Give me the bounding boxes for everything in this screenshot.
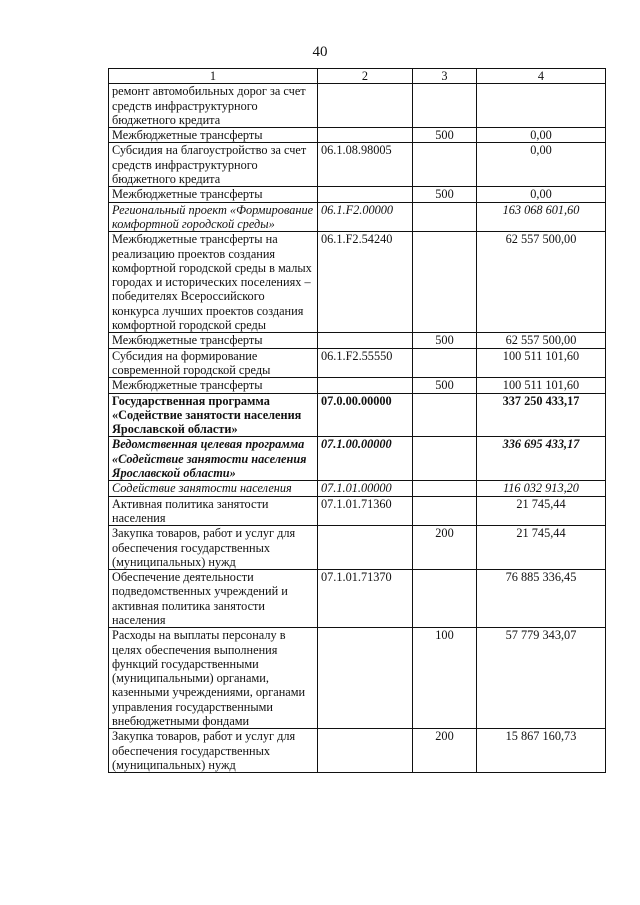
table-row — [109, 143, 606, 187]
row-name-cell: Межбюджетные трансферты — [109, 333, 318, 348]
row-type-cell — [413, 481, 477, 496]
row-type-cell — [413, 393, 477, 437]
row-name-cell: Государственная программа «Содействие занятости населения Ярославской области» — [109, 393, 318, 437]
row-code-cell: 07.1.01.00000 — [318, 481, 413, 496]
row-type-cell — [413, 496, 477, 526]
table-row — [109, 187, 606, 202]
budget-table — [108, 68, 606, 773]
row-type-cell — [413, 143, 477, 187]
row-code-cell — [318, 526, 413, 570]
column-header-amount: 4 — [477, 69, 606, 84]
table-row — [109, 128, 606, 143]
row-code-cell: 07.1.01.71370 — [318, 570, 413, 628]
column-header-name: 1 — [109, 69, 318, 84]
row-type-cell — [413, 232, 477, 333]
row-amount-cell: 336 695 433,17 — [477, 437, 606, 481]
row-amount-cell — [477, 84, 606, 128]
table-row — [109, 437, 606, 481]
row-name-cell: Расходы на выплаты персоналу в целях обеспечения выполнения функций государственными (муниципальными) органами, казенными учреждениями, органами управления государственными внебюджетными фондами — [109, 628, 318, 729]
row-type-cell — [413, 437, 477, 481]
row-name-cell: Межбюджетные трансферты — [109, 128, 318, 143]
row-type-cell: 100 — [413, 628, 477, 729]
table-row — [109, 496, 606, 526]
row-name-cell: Закупка товаров, работ и услуг для обеспечения государственных (муниципальных) нужд — [109, 526, 318, 570]
row-name-cell: Обеспечение деятельности подведомственных учреждений и активная политика занятости населения — [109, 570, 318, 628]
row-amount-cell: 62 557 500,00 — [477, 333, 606, 348]
row-code-cell — [318, 187, 413, 202]
row-code-cell — [318, 128, 413, 143]
row-name-cell: Закупка товаров, работ и услуг для обеспечения государственных (муниципальных) нужд — [109, 729, 318, 773]
row-type-cell — [413, 84, 477, 128]
table-row — [109, 84, 606, 128]
row-type-cell: 200 — [413, 729, 477, 773]
table-row — [109, 333, 606, 348]
row-type-cell: 500 — [413, 128, 477, 143]
row-name-cell: Субсидия на формирование современной городской среды — [109, 348, 318, 378]
row-name-cell: Межбюджетные трансферты — [109, 378, 318, 393]
table-row — [109, 570, 606, 628]
table-row — [109, 526, 606, 570]
page-number: 40 — [312, 44, 328, 60]
row-amount-cell: 76 885 336,45 — [477, 570, 606, 628]
row-code-cell — [318, 84, 413, 128]
column-header-code: 2 — [318, 69, 413, 84]
row-type-cell: 200 — [413, 526, 477, 570]
table-row — [109, 378, 606, 393]
row-type-cell: 500 — [413, 187, 477, 202]
column-header-type: 3 — [413, 69, 477, 84]
row-amount-cell: 0,00 — [477, 143, 606, 187]
row-type-cell — [413, 348, 477, 378]
row-code-cell: 06.1.F2.54240 — [318, 232, 413, 333]
row-amount-cell: 337 250 433,17 — [477, 393, 606, 437]
row-name-cell: Межбюджетные трансферты — [109, 187, 318, 202]
row-amount-cell: 100 511 101,60 — [477, 348, 606, 378]
row-amount-cell: 116 032 913,20 — [477, 481, 606, 496]
row-code-cell: 07.1.01.71360 — [318, 496, 413, 526]
row-amount-cell: 0,00 — [477, 187, 606, 202]
row-type-cell — [413, 202, 477, 232]
row-amount-cell: 62 557 500,00 — [477, 232, 606, 333]
row-amount-cell: 21 745,44 — [477, 496, 606, 526]
row-amount-cell: 163 068 601,60 — [477, 202, 606, 232]
table-row — [109, 232, 606, 333]
row-name-cell: Региональный проект «Формирование комфортной городской среды» — [109, 202, 318, 232]
row-name-cell: Содействие занятости населения — [109, 481, 318, 496]
row-type-cell — [413, 570, 477, 628]
row-code-cell: 07.0.00.00000 — [318, 393, 413, 437]
table-row — [109, 481, 606, 496]
row-code-cell — [318, 378, 413, 393]
row-code-cell — [318, 333, 413, 348]
row-name-cell: ремонт автомобильных дорог за счет средств инфраструктурного бюджетного кредита — [109, 84, 318, 128]
row-code-cell — [318, 729, 413, 773]
row-amount-cell: 15 867 160,73 — [477, 729, 606, 773]
row-code-cell: 07.1.00.00000 — [318, 437, 413, 481]
row-code-cell: 06.1.F2.55550 — [318, 348, 413, 378]
row-name-cell: Межбюджетные трансферты на реализацию проектов создания комфортной городской среды в малых городах и исторических поселениях – победителях Всероссийского конкурса лучших проектов создания комфортной городской среды — [109, 232, 318, 333]
table-row — [109, 202, 606, 232]
row-amount-cell: 21 745,44 — [477, 526, 606, 570]
table-row — [109, 393, 606, 437]
table-row — [109, 348, 606, 378]
row-name-cell: Ведомственная целевая программа «Содействие занятости населения Ярославской области» — [109, 437, 318, 481]
row-code-cell: 06.1.08.98005 — [318, 143, 413, 187]
row-type-cell: 500 — [413, 333, 477, 348]
table-row — [109, 628, 606, 729]
row-name-cell: Субсидия на благоустройство за счет средств инфраструктурного бюджетного кредита — [109, 143, 318, 187]
row-type-cell: 500 — [413, 378, 477, 393]
table-row — [109, 729, 606, 773]
table-header-row — [109, 69, 606, 84]
row-code-cell — [318, 628, 413, 729]
row-name-cell: Активная политика занятости населения — [109, 496, 318, 526]
row-amount-cell: 0,00 — [477, 128, 606, 143]
row-code-cell: 06.1.F2.00000 — [318, 202, 413, 232]
row-amount-cell: 57 779 343,07 — [477, 628, 606, 729]
row-amount-cell: 100 511 101,60 — [477, 378, 606, 393]
